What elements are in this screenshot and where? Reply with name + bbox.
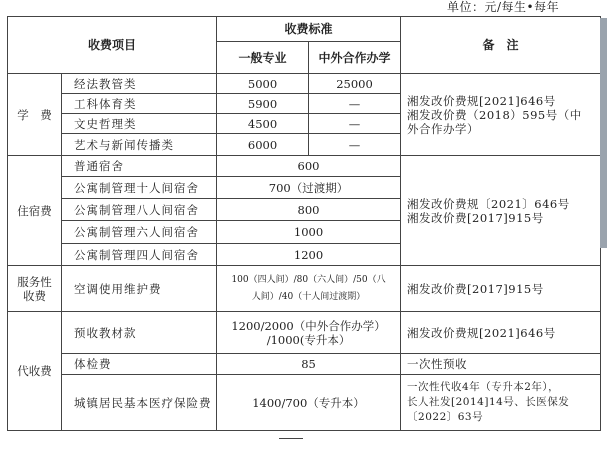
tuition-sino: — — [309, 114, 401, 134]
tuition-remark — [401, 74, 601, 156]
tuition-general: 4500 — [217, 114, 309, 134]
accommodation-remark — [401, 156, 601, 266]
remark-line: 湘发改价费[2017]915号 — [407, 210, 544, 225]
remark-line: 长人社发[2014]14号、长医保发 — [407, 396, 570, 408]
category-line: 收费 — [23, 288, 46, 303]
value-line: 1200/2000（中外合作办学） — [231, 318, 386, 333]
accommodation-item: 普通宿舍 — [62, 156, 217, 177]
remark-line: 湘发改价费规[2021]646号 — [407, 325, 556, 340]
collection-value — [217, 375, 401, 431]
unit-label: 单位：元/每生•每年 — [447, 0, 560, 14]
tuition-item: 艺术与新闻传播类 — [62, 134, 217, 156]
accommodation-value: 800 — [217, 199, 401, 221]
accommodation-item: 公寓制管理十人间宿舍 — [62, 177, 217, 199]
collection-remark — [401, 354, 601, 375]
tuition-general: 5900 — [217, 94, 309, 114]
remark-line: 湘发改价费（2018）595号（中 — [407, 107, 582, 122]
remark-line: 湘发改价费规[2021]646号 — [407, 93, 556, 108]
tuition-category: 学 费 — [8, 74, 62, 156]
tuition-sino: — — [309, 134, 401, 156]
header-sino-foreign: 中外合作办学 — [309, 42, 401, 74]
collection-value — [217, 312, 401, 354]
accommodation-value: 1200 — [217, 244, 401, 266]
service-item: 空调使用维护费 — [62, 266, 217, 312]
collection-item: 体检费 — [62, 354, 217, 375]
tuition-sino: — — [309, 94, 401, 114]
collection-item: 城镇居民基本医疗保险费 — [62, 375, 217, 431]
tuition-general: 6000 — [217, 134, 309, 156]
category-line: 服务性 — [17, 274, 52, 289]
collection-value — [217, 354, 401, 375]
value-line: 1400/700（专升本） — [252, 395, 365, 410]
page-divider — [279, 438, 303, 449]
tuition-general: 5000 — [217, 74, 309, 94]
accommodation-item: 公寓制管理六人间宿舍 — [62, 221, 217, 244]
collection-item: 预收教材款 — [62, 312, 217, 354]
remark-line: 湘发改价费规〔2021〕646号 — [407, 196, 570, 211]
collection-remark — [401, 312, 601, 354]
accommodation-item: 公寓制管理四人间宿舍 — [62, 244, 217, 266]
tuition-item: 文史哲理类 — [62, 114, 217, 134]
value-line: /1000(专升本） — [266, 332, 351, 347]
header-general: 一般专业 — [217, 42, 309, 74]
service-remark: 湘发改价费[2017]915号 — [401, 266, 601, 312]
remark-line: 一次性预收 — [407, 357, 468, 371]
accommodation-value: 600 — [217, 156, 401, 177]
value-line: 85 — [301, 357, 316, 371]
value-line: 100（四人间）/80（六人间）/50（八 — [231, 274, 386, 285]
page-edge — [600, 18, 607, 248]
remark-line: 〔2022〕63号 — [407, 411, 484, 423]
tuition-item: 经法教管类 — [62, 74, 217, 94]
service-category — [8, 266, 62, 312]
remark-line: 外合作办学） — [407, 121, 480, 136]
collection-category: 代收费 — [8, 312, 62, 431]
header-item: 收费项目 — [8, 17, 217, 74]
fee-table — [7, 16, 601, 431]
value-line: 人间）/40（十人间过渡期） — [251, 291, 366, 302]
accommodation-value: 700（过渡期） — [217, 177, 401, 199]
collection-remark — [401, 375, 601, 431]
remark-line: 一次性代收4年（专升本2年）， — [407, 381, 560, 393]
header-remark: 备 注 — [401, 17, 601, 74]
accommodation-item: 公寓制管理八人间宿舍 — [62, 199, 217, 221]
accommodation-value: 1000 — [217, 221, 401, 244]
tuition-sino: 25000 — [309, 74, 401, 94]
service-value — [217, 266, 401, 312]
accommodation-category: 住宿费 — [8, 156, 62, 266]
tuition-item: 工科体育类 — [62, 94, 217, 114]
header-standard: 收费标准 — [217, 17, 401, 42]
